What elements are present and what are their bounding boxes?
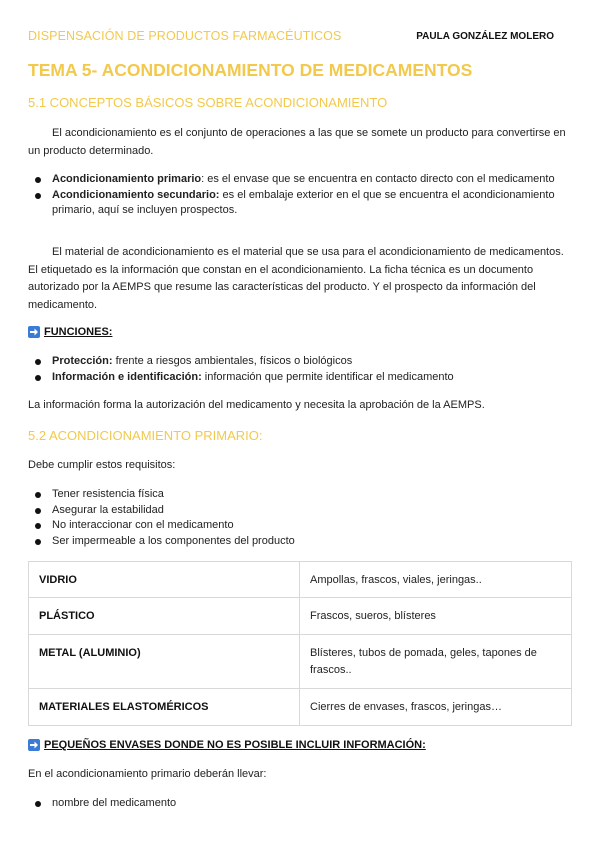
bullet-icon — [35, 193, 41, 199]
table-cell-material: MATERIALES ELASTOMÉRICOS — [29, 689, 300, 726]
table-cell-material: PLÁSTICO — [29, 598, 300, 635]
requisitos-list — [34, 487, 564, 549]
list-item — [34, 370, 564, 386]
funciones-label: FUNCIONES: — [44, 326, 113, 338]
bullet-icon — [35, 359, 41, 365]
table-cell-examples: Ampollas, frascos, viales, jeringas.. — [300, 562, 572, 598]
table-row — [29, 598, 572, 635]
list-item: Ser impermeable a los componentes del producto — [34, 534, 564, 550]
section-2-intro: Debe cumplir estos requisitos: — [28, 459, 176, 471]
list-item — [34, 172, 564, 188]
list-item-text: : es el envase que se encuentra en contacto directo con el medicamento — [201, 173, 555, 185]
list-item-term: Información e identificación: — [52, 370, 202, 383]
pequenos-envases-list — [34, 796, 564, 812]
list-item-text: es el embalaje exterior en el que se encuentra el acondicionamiento primario, aquí se incluyen prospectos. — [52, 188, 555, 216]
bullet-icon — [35, 508, 41, 514]
bullet-icon — [35, 539, 41, 545]
table-cell-material: METAL (ALUMINIO) — [29, 635, 300, 689]
table-row — [29, 562, 572, 598]
list-item: Tener resistencia física — [34, 487, 564, 503]
list-item-term: Acondicionamiento secundario: — [52, 188, 220, 201]
right-arrow-icon — [28, 326, 40, 338]
section-1-closing: La información forma la autorización del medicamento y necesita la aprobación de la AEMPS. — [28, 399, 485, 411]
bullet-icon — [35, 523, 41, 529]
bullet-icon — [35, 801, 41, 807]
list-item — [34, 354, 564, 370]
right-arrow-icon — [28, 739, 40, 751]
section-1-heading: 5.1 CONCEPTOS BÁSICOS SOBRE ACONDICIONAMIENTO — [28, 95, 388, 110]
bullet-icon — [35, 492, 41, 498]
pequenos-envases-intro: En el acondicionamiento primario deberán llevar: — [28, 768, 267, 780]
table-cell-examples: Cierres de envases, frascos, jeringas… — [300, 689, 572, 726]
bullet-icon — [35, 177, 41, 183]
list-item — [34, 188, 564, 219]
list-item-text: información que permite identificar el medicamento — [201, 370, 454, 383]
section-1-intro: El acondicionamiento es el conjunto de operaciones a las que se somete un producto para convertirse en un producto determinado. — [28, 127, 566, 157]
list-item: No interaccionar con el medicamento — [34, 518, 564, 534]
list-item-term: Protección: — [52, 355, 113, 367]
list-item: Asegurar la estabilidad — [34, 503, 564, 519]
list-item-text: frente a riesgos ambientales, físicos o biológicos — [112, 355, 353, 367]
table-cell-examples: Frascos, sueros, blísteres — [300, 598, 572, 635]
table-cell-material: VIDRIO — [29, 562, 300, 598]
list-item-term: Acondicionamiento primario — [52, 173, 202, 185]
header-subject: DISPENSACIÓN DE PRODUCTOS FARMACÉUTICOS — [28, 29, 342, 43]
section-1-paragraph-2: El material de acondicionamiento es el material que se usa para el acondicionamiento de medicamentos. El etiquetado es la información que constan en el acondicionamiento. La ficha técnica es un documento autorizado por la AEMPS que resume las características del producto. Y el prospecto da información del medicamento. — [28, 246, 564, 311]
funciones-heading — [28, 326, 112, 338]
page-title: TEMA 5- ACONDICIONAMIENTO DE MEDICAMENTOS — [28, 60, 473, 80]
pequenos-envases-label: PEQUEÑOS ENVASES DONDE NO ES POSIBLE INCLUIR INFORMACIÓN: — [44, 739, 426, 751]
acondicionamiento-list — [34, 172, 564, 219]
bullet-icon — [35, 375, 41, 381]
pequenos-envases-heading — [28, 739, 426, 751]
table-row — [29, 635, 572, 689]
table-cell-examples: Blísteres, tubos de pomada, geles, tapones de frascos.. — [300, 635, 572, 689]
funciones-list — [34, 354, 564, 385]
materials-table — [28, 561, 572, 726]
header-author: PAULA GONZÁLEZ MOLERO — [416, 31, 554, 42]
section-2-heading: 5.2 ACONDICIONAMIENTO PRIMARIO: — [28, 428, 263, 443]
table-row — [29, 689, 572, 726]
list-item: nombre del medicamento — [34, 796, 564, 812]
